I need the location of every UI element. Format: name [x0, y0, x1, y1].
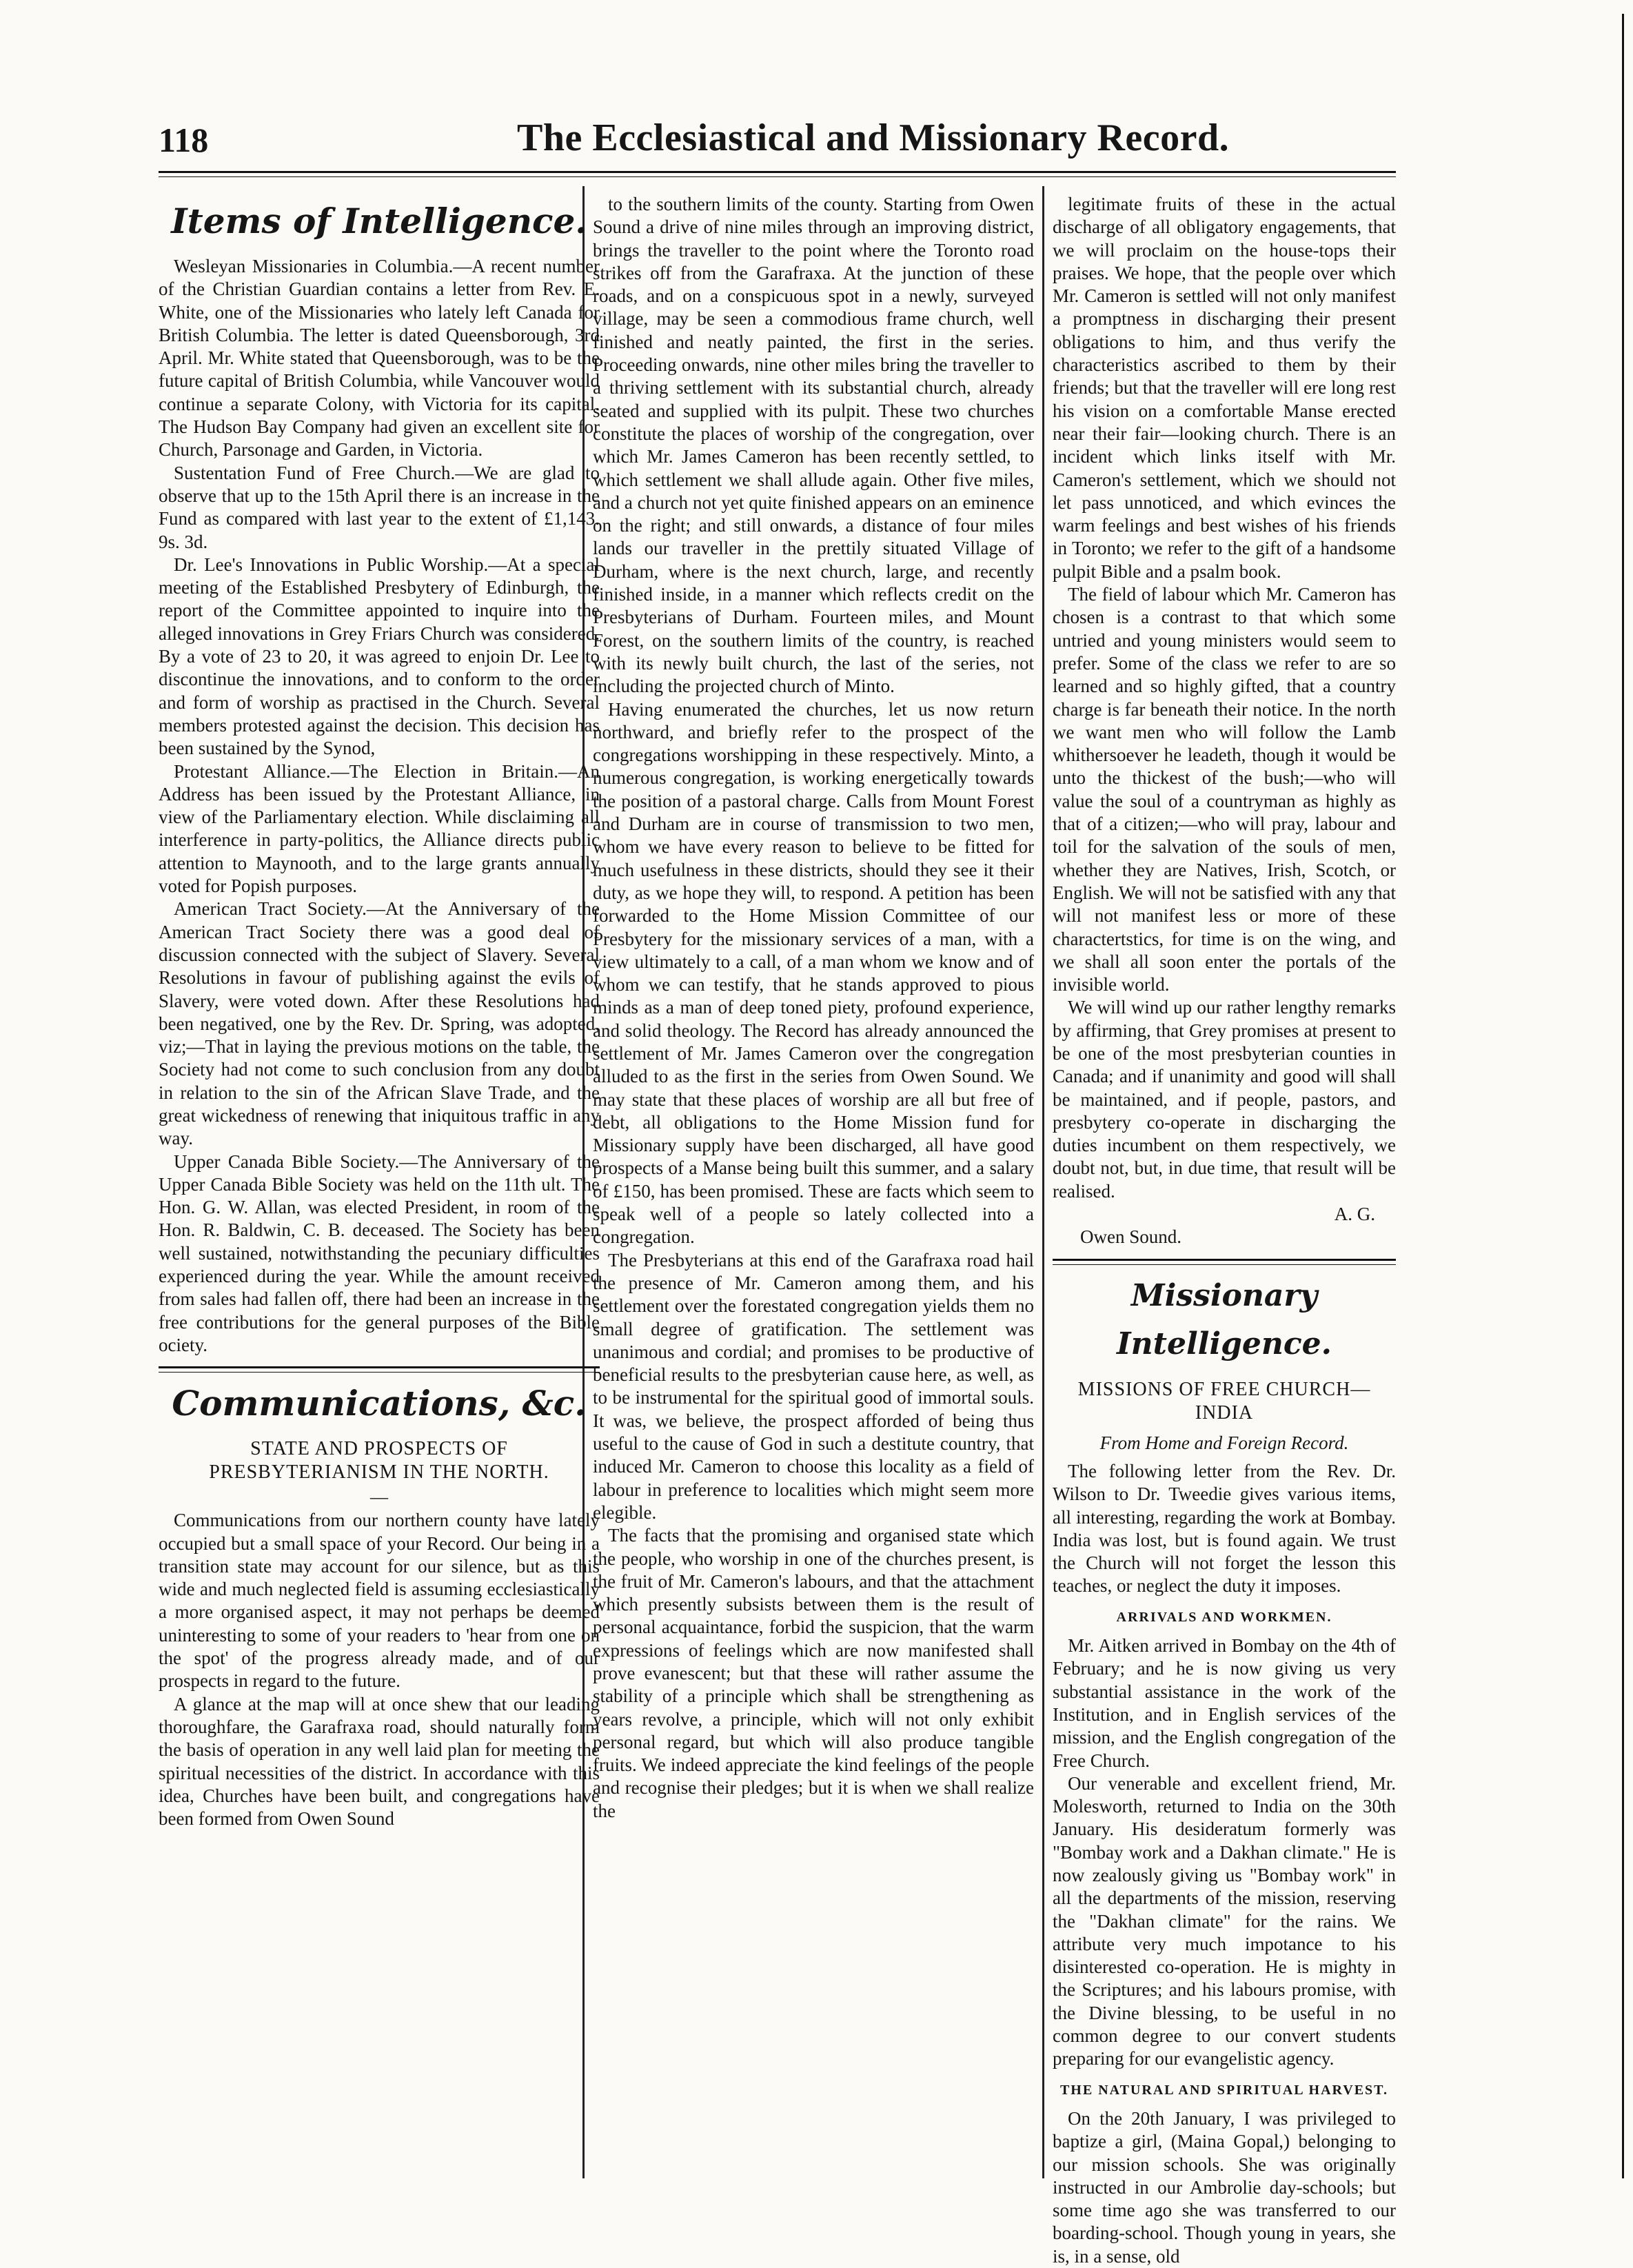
state-paragraph-8: The field of labour which Mr. Cameron has chosen is a contrast to that which some untried and young ministers would seem to prefer. Some of the class we refer to are so learned and so highly gifted, that a country charge is far beneath their notice. In the north we want men who will follow the Lamb whithersoever he leadeth, though it would be unto the thickest of the bush;—who will value the soul of a countryman as highly as that of a citizen;—who will pray, labour and toil for the salvation of the souls of men, whether they are Natives, Irish, Scotch, or English. We will not be satisfied with any that will not manifest less or more of these charactertstics, for time is on the wing, and we shall all soon enter the portals of the invisible world.	[1053, 584, 1396, 995]
item-wesleyan: Wesleyan Missionaries in Columbia.—A recent number of the Christian Guardian contains a letter from Rev. E. White, one of the Missionaries who lately left Canada for British Columbia. The letter is dated Queensborough, 3rd April. Mr. White stated that Queensborough, was to be the future capital of British Columbia, while Vancouver would continue a separate Colony, with Victoria for its capital. The Hudson Bay Company had given an excellent site for Church, Parsonage and Garden, in Victoria.	[159, 256, 600, 460]
column-1	[159, 193, 600, 1830]
header-rule-thick	[159, 171, 1396, 173]
section-rule	[159, 1366, 600, 1373]
page-header	[159, 116, 1396, 164]
state-paragraph-4: Having enumerated the churches, let us now return northward, and briefly refer to the prospect of the congregations worshipping in these respectively. Minto, a numerous congregation, is working energetically towards the position of a pastoral charge. Calls from Mount Forest and Durham are in course of transmission to two men, whom we have every reason to believe to be fitted for much usefulness in these districts, should they see it their duty, as we hope they will, to respond. A petition has been forwarded to the Home Mission Committee of our Presbytery for the missionary services of a man, with a view ultimately to a call, of a man whom we know and of whom we can testify, that he stands approved to pious minds as a man of deep toned piety, profound experience, and solid theology. The Record has already announced the settlement of Mr. James Cameron over the congregation alluded to as the first in the series from Owen Sound. We may state that these places of worship are all but free of debt, all obligations to the Home Mission fund for Missionary supply have been discharged, all have good prospects of a Manse being built this summer, and a salary of £150, has been promised. These are facts which seem to speak well of a people so lately collected into a congregation.	[593, 698, 1034, 1248]
state-paragraph-9: We will wind up our rather lengthy remarks by affirming, that Grey promises at present to be one of the most presbyterian counties in Canada; and if unanimity and good will shall be maintained, and if people, pastors, and presbytery co-operate in discharging the duties incumbent on them respectively, we doubt not, but, in due time, that result will be realised.	[1053, 997, 1396, 1202]
running-title: The Ecclesiastical and Missionary Record.	[517, 117, 1230, 159]
missions-intro: The following letter from the Rev. Dr. Wilson to Dr. Tweedie gives various items, all interesting, regarding the work at Bombay. India was lost, but is found again. We trust the Church will not forget the lesson this teaches, or neglect the duty it imposes.	[1053, 1460, 1396, 1597]
items-heading: Items of Intelligence.	[171, 201, 587, 241]
missions-title: MISSIONS OF FREE CHURCH—INDIA	[1077, 1378, 1371, 1424]
state-article-title: STATE AND PROSPECTS OF PRESBYTERIANISM IN THE NORTH.	[209, 1438, 549, 1484]
signature: A. G.	[1334, 1204, 1375, 1225]
title-dash: —	[370, 1487, 388, 1508]
item-tract-society: American Tract Society.—At the Anniversary of the American Tract Society there was a good deal of discussion connected with the subject of Slavery. Several Resolutions in favour of publishing against the evils of Slavery, were voted down. After these Resolutions had been negatived, one by the Rev. Dr. Spring, was adopted, viz;—That in laying the previous motions on the table, the Society had not come to such conclusion from any doubt in relation to the sin of the African Slave Trade, and the great wickedness of renewing that iniquitous traffic in any way.	[159, 898, 600, 1149]
item-protestant-alliance: Protestant Alliance.—The Election in Britain.—An Address has been issued by the Protestant Alliance, in view of the Parliamentary election. While disclaiming all interference in party-politics, the Alliance directs public attention to Maynooth, and to the large grants annually voted for Popish purposes.	[159, 760, 600, 897]
missionary-heading: Missionary Intelligence.	[1117, 1277, 1332, 1361]
place-line: Owen Sound.	[1080, 1226, 1181, 1248]
column-3	[1053, 193, 1396, 2268]
communications-heading: Communications, &c.	[172, 1383, 587, 1424]
state-paragraph-5: The Presbyterians at this end of the Garafraxa road hail the presence of Mr. Cameron among them, and his settlement over the forestated congregation yields them no small degree of gratification. The settlement was unanimous and cordial; and promises to be productive of beneficial results to the presbyterian cause here, as well, as to be instrumental for the spiritual good of immortal souls. It was, we believe, the prospect afforded of being thus useful to the cause of God in such a destitute country, that induced Mr. Cameron to choose this locality as a field of labour in preference to localities which might seem more elegible.	[593, 1249, 1034, 1523]
header-rule-thin	[159, 176, 1396, 177]
state-paragraph-3: to the southern limits of the county. Starting from Owen Sound a drive of nine miles through an improving district, brings the traveller to the point where the Toronto road strikes off from the Garafraxa. At the junction of these roads, and on a conspicuous spot in a newly, surveyed village, may be seen a commodious frame church, well finished and neatly painted, the first in the series. Proceeding onwards, nine other miles bring the traveller to a thriving settlement with its substantial church, already seated and supplied with its pulpit. These two churches constitute the places of worship of the congregation, over which Mr. James Cameron has been recently settled, to which settlement we shall allude again. Other five miles, and a church not yet quite finished appears on an eminence on the right; and still onwards, a distance of four miles lands our traveller in the prettily situated Village of Durham, where is the next church, large, and recently finished inside, in a manner which reflects credit on the Presbyterians of Durham. Fourteen miles, and Mount Forest, on the southern limits of the country, is reached with its newly built church, the last of the series, not including the projected church of Minto.	[593, 194, 1034, 697]
page-edge-rule	[1622, 14, 1624, 2178]
column-2	[593, 193, 1034, 1823]
item-bible-society: Upper Canada Bible Society.—The Anniversary of the Upper Canada Bible Society was held on the 11th ult. The Hon. G. W. Allan, was elected President, in room of the Hon. R. Baldwin, C. B. deceased. The Society has been well sustained, notwithstanding the pecuniary difficulties experienced during the year. While the amount received from sales had fallen off, there had been an increase in the free contributions for the general purposes of the Bible ociety.	[159, 1151, 600, 1355]
state-paragraph-1: Communications from our northern county have lately occupied but a small space of your Record. Our being in a transition state may account for our silence, but as this wide and much neglected field is assuming ecclesiastically a more organised aspect, it may not perhaps be deemed uninteresting to some of your readers to 'hear from one on the spot' of the progress already made, and of our prospects in regard to the future.	[159, 1510, 600, 1692]
arrivals-heading: ARRIVALS AND WORKMEN.	[1116, 1609, 1332, 1625]
arrivals-paragraph-2: Our venerable and excellent friend, Mr. Molesworth, returned to India on the 30th January. His desideratum formerly was "Bombay work and a Dakhan climate." He is now zealously giving us "Bombay work" in all the departments of the mission, reserving the "Dakhan climate" for the rains. We attribute very much impotance to his disinterested co-operation. He is mighty in the Scriptures; and his labours promise, with the Divine blessing, to be useful in no common degree to our convert students preparing for our evangelistic agency.	[1053, 1772, 1396, 2069]
harvest-heading: THE NATURAL AND SPIRITUAL HARVEST.	[1059, 2082, 1389, 2098]
item-sustentation: Sustentation Fund of Free Church.—We are glad to observe that up to the 15th April there is an increase in the Fund as compared with last year to the extent of £1,143. 9s. 3d.	[159, 462, 600, 552]
section-rule-2	[1053, 1259, 1396, 1265]
column-rule-2	[1042, 186, 1044, 2178]
state-paragraph-2: A glance at the map will at once shew that our leading thoroughfare, the Garafraxa road, should naturally form the basis of operation in any well laid plan for meeting the spiritual necessities of the district. In accordance with this idea, Churches have been built, and congregations have been formed from Owen Sound	[159, 1693, 600, 1830]
page-number: 118	[159, 121, 209, 159]
arrivals-paragraph-1: Mr. Aitken arrived in Bombay on the 4th of February; and he is now giving us very substantial assistance in the work of the Institution, and in English services of the mission, and the English congregation of the Free Church.	[1053, 1635, 1396, 1771]
state-paragraph-7: legitimate fruits of these in the actual discharge of all obligatory engagements, that we will proclaim on the house-tops their praises. We hope, that the people over which Mr. Cameron is settled will not only manifest a promptness in discharging their present obligations to him, and thus verify the characteristics ascribed to them by their friends; but that the traveller will ere long rest his vision on a comfortable Manse erected near their fair—looking church. There is an incident which links itself with Mr. Cameron's settlement, which we should not let pass unnoticed, and which evinces the warm feelings and best wishes of his friends in Toronto; we refer to the gift of a handsome pulpit Bible and a psalm book.	[1053, 194, 1396, 582]
item-dr-lee: Dr. Lee's Innovations in Public Worship.—At a special meeting of the Established Presbytery of Edinburgh, the report of the Committee appointed to inquire into the alleged innovations in Grey Friars Church was considered. By a vote of 23 to 20, it was agreed to enjoin Dr. Lee to discontinue the innovations, and to conform to the order and form of worship as practised in the Church. Several members protested against the decision. This decision has been sustained by the Synod,	[159, 554, 600, 759]
harvest-paragraph-1: On the 20th January, I was privileged to baptize a girl, (Maina Gopal,) belonging to our mission schools. She was originally instructed in our Ambrolie day-schools; but some time ago she was transferred to our boarding-school. Though young in years, she is, in a sense, old	[1053, 2107, 1396, 2267]
missions-source: From Home and Foreign Record.	[1099, 1432, 1349, 1453]
state-paragraph-6: The facts that the promising and organised state which the people, who worship in one of the churches present, is the fruit of Mr. Cameron's labours, and that the attachment which presently subsists between them is the result of personal acquaintance, forbid the suspicion, that the warm expressions of feelings which are now manifested shall prove evanescent; but that these will rather assume the stability of a principle which shall be strengthening as years revolve, a principle, which will not only exhibit personal regard, but which will also produce tangible fruits. We indeed appreciate the kind feelings of the people and recognise their pledges; but it is when we shall realize the	[593, 1525, 1034, 1821]
